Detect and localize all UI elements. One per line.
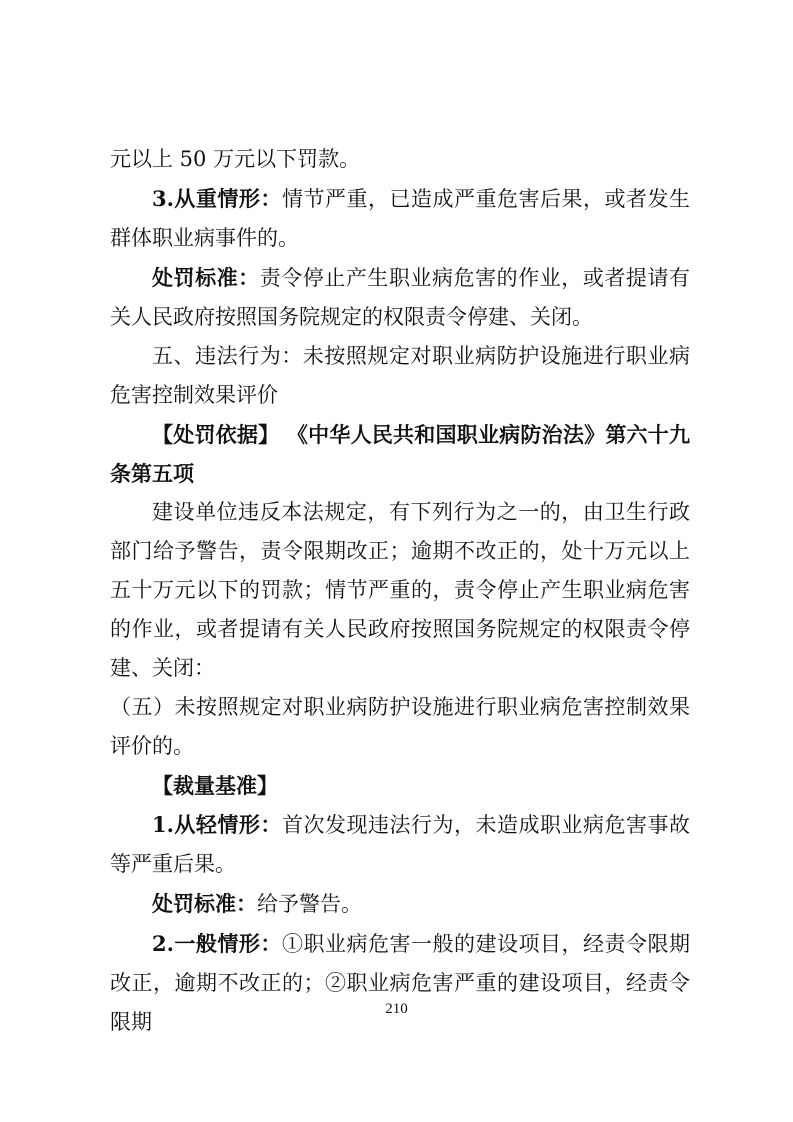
paragraph-mitigating-circumstance xyxy=(110,805,690,884)
general-circumstance-label: 2.一般情形： xyxy=(152,931,282,956)
section-heading-text: 五、违法行为：未按照规定对职业病防护设施进行职业病危害控制效果评价 xyxy=(110,344,690,407)
discretion-standard-heading xyxy=(110,766,690,805)
paragraph-text: ①职业病危害一般的建设项目，经责令限期改正，逾期不改正的；②职业病危害严重的建设项目，经责令限期 xyxy=(110,932,690,1034)
paragraph-text: 元以上 50 万元以下罚款。 xyxy=(110,147,361,171)
paragraph-penalty-continuation xyxy=(110,140,690,179)
paragraph-text: 责令停止产生职业病危害的作业，或者提请有关人民政府按照国务院规定的权限责令停建、关闭。 xyxy=(110,266,691,329)
paragraph-text: （五）未按照规定对职业病防护设施进行职业病危害控制效果评价的。 xyxy=(110,695,690,758)
penalty-basis-text: 【处罚依据】 《中华人民共和国职业病防治法》第六十九条第五项 xyxy=(110,422,690,486)
paragraph-aggravating-circumstance xyxy=(110,179,690,258)
paragraph-penalty-standard-warning xyxy=(110,884,690,924)
penalty-standard-label: 处罚标准： xyxy=(152,891,257,916)
paragraph-text: 情节严重，已造成严重危害后果，或者发生群体职业病事件的。 xyxy=(110,187,690,250)
paragraph-general-circumstance xyxy=(110,924,690,1042)
discretion-standard-text: 【裁量基准】 xyxy=(152,773,278,798)
paragraph-law-item-5 xyxy=(110,688,690,766)
paragraph-text: 首次发现违法行为，未造成职业病危害事故等严重后果。 xyxy=(110,813,690,876)
paragraph-text: 给予警告。 xyxy=(257,892,362,916)
paragraph-penalty-standard xyxy=(110,258,690,337)
paragraph-text: 建设单位违反本法规定，有下列行为之一的，由卫生行政部门给予警告，责令限期改正；逾期不改正的，处十万元以上五十万元以下的罚款；情节严重的，责令停止产生职业病危害的作业，或者提请有关人民政府按照国务院规定的权限责令停建、关闭： xyxy=(110,500,690,680)
penalty-basis-heading xyxy=(110,415,690,493)
mitigating-circumstance-label: 1.从轻情形： xyxy=(152,812,282,837)
section-heading-violation-5 xyxy=(110,337,690,415)
penalty-standard-label: 处罚标准： xyxy=(152,265,260,290)
aggravating-circumstance-label: 3.从重情形： xyxy=(152,186,282,211)
paragraph-law-article xyxy=(110,493,690,688)
page-number: 210 xyxy=(385,1001,408,1017)
document-body xyxy=(110,140,690,1042)
